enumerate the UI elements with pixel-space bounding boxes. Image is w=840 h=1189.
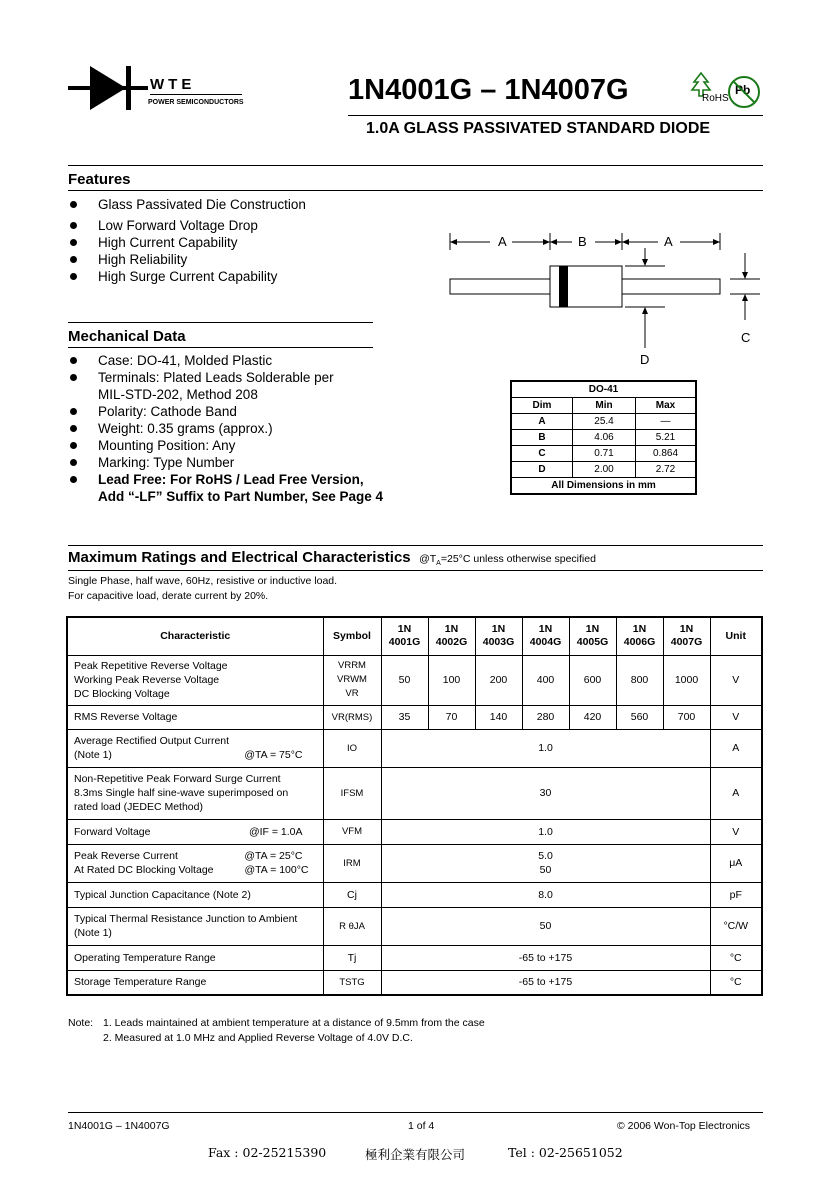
- ratings-top-rule: [68, 545, 763, 546]
- value-cell: 50: [381, 655, 428, 705]
- note-1: 1. Leads maintained at ambient temperature at a distance of 9.5mm from the case: [103, 1017, 485, 1029]
- characteristic-cell: RMS Reverse Voltage: [67, 705, 323, 729]
- value-cell: 50: [381, 907, 710, 945]
- page-subtitle: 1.0A GLASS PASSIVATED STANDARD DIODE: [366, 120, 711, 137]
- table-row: [511, 430, 696, 446]
- table-row: [511, 462, 696, 478]
- logo-subtitle: POWER SEMICONDUCTORS: [148, 99, 244, 106]
- symbol-cell: IO: [323, 729, 381, 767]
- col-header: Dim: [511, 398, 573, 414]
- dimension-table: [510, 380, 697, 495]
- table-row: [67, 705, 762, 729]
- symbol-cell: VR(RMS): [323, 705, 381, 729]
- unit-cell: °C: [710, 970, 762, 995]
- characteristic-cell: Typical Thermal Resistance Junction to Ambient (Note 1): [67, 907, 323, 945]
- company-logo: [68, 63, 248, 113]
- table-row: [67, 844, 762, 882]
- ratings-table: [66, 616, 763, 996]
- cell: A: [511, 414, 573, 430]
- col-header: Min: [573, 398, 636, 414]
- unit-cell: V: [710, 655, 762, 705]
- col-header-part: 1N 4003G: [475, 617, 522, 655]
- cell: D: [511, 462, 573, 478]
- ratings-title: Maximum Ratings and Electrical Characteristics: [68, 549, 411, 566]
- note-2: 2. Measured at 1.0 MHz and Applied Reverse Voltage of 4.0V D.C.: [103, 1032, 413, 1044]
- ratings-note-2: For capacitive load, derate current by 20%.: [68, 590, 269, 602]
- list-item: High Reliability: [68, 251, 306, 268]
- list-item: Case: DO-41, Molded Plastic: [68, 352, 383, 369]
- dim-label-a1: A: [498, 234, 507, 249]
- list-item: Low Forward Voltage Drop: [68, 217, 306, 234]
- cell: B: [511, 430, 573, 446]
- notes-label: Note:: [68, 1017, 94, 1029]
- dim-label-d: D: [640, 352, 650, 367]
- table-row: [67, 882, 762, 907]
- col-header: Max: [636, 398, 697, 414]
- cell: C: [511, 446, 573, 462]
- table-row: [511, 446, 696, 462]
- list-item: Weight: 0.35 grams (approx.): [68, 420, 383, 437]
- contact-company: 極利企業有限公司: [365, 1147, 466, 1162]
- features-bottom-rule: [68, 190, 763, 191]
- features-title: Features: [68, 171, 131, 188]
- cell: —: [636, 414, 697, 430]
- ratings-note-1: Single Phase, half wave, 60Hz, resistive or inductive load.: [68, 575, 338, 587]
- symbol-cell: IRM: [323, 844, 381, 882]
- characteristic-cell: Peak Reverse Current @TA = 25°C At Rated DC Blocking Voltage @TA = 100°C: [67, 844, 323, 882]
- ratings-condition: $@T_A=25^\circ C$ unless otherwise specified: [419, 553, 596, 568]
- col-header-symbol: Symbol: [323, 617, 381, 655]
- unit-cell: μA: [710, 844, 762, 882]
- characteristic-cell: Average Rectified Output Current (Note 1) @TA = 75°C: [67, 729, 323, 767]
- cell: 5.21: [636, 430, 697, 446]
- table-row: [67, 945, 762, 970]
- logo-underline: [150, 94, 242, 95]
- list-item: Mounting Position: Any: [68, 437, 383, 454]
- mechanical-bottom-rule: [68, 347, 373, 348]
- ratings-heading: [68, 549, 596, 567]
- list-item-lead-free-cont: Add “-LF” Suffix to Part Number, See Page 4: [98, 489, 384, 504]
- value-cell: 400: [522, 655, 569, 705]
- characteristic-cell: Forward Voltage @IF = 1.0A: [67, 819, 323, 844]
- symbol-cell: VFM: [323, 819, 381, 844]
- mechanical-title: Mechanical Data: [68, 328, 186, 345]
- characteristic-cell: Operating Temperature Range: [67, 945, 323, 970]
- dim-label-a2: A: [664, 234, 673, 249]
- value-cell: 1.0: [381, 729, 710, 767]
- symbol-cell: TSTG: [323, 970, 381, 995]
- characteristic-cell: Non-Repetitive Peak Forward Surge Current 8.3ms Single half sine-wave superimposed on rated load (JEDEC Method): [67, 767, 323, 819]
- value-cell: 560: [616, 705, 663, 729]
- value-cell: -65 to +175: [381, 970, 710, 995]
- table-row: [67, 970, 762, 995]
- value-cell: 140: [475, 705, 522, 729]
- unit-cell: °C: [710, 945, 762, 970]
- value-cell: 100: [428, 655, 475, 705]
- col-header-part: 1N 4004G: [522, 617, 569, 655]
- value-cell: 70: [428, 705, 475, 729]
- col-header-unit: Unit: [710, 617, 762, 655]
- value-cell: -65 to +175: [381, 945, 710, 970]
- cell: 2.00: [573, 462, 636, 478]
- unit-cell: V: [710, 705, 762, 729]
- value-cell: 5.0 50: [381, 844, 710, 882]
- cathode-band: [559, 266, 568, 307]
- diode-logo-icon: [68, 63, 148, 113]
- pb-label: Pb: [735, 83, 751, 97]
- cell: 0.864: [636, 446, 697, 462]
- unit-cell: V: [710, 819, 762, 844]
- package-outline-diagram: [440, 228, 770, 373]
- col-header-part: 1N 4001G: [381, 617, 428, 655]
- lead-free-badge: [728, 76, 760, 108]
- dimension-table-footer: All Dimensions in mm: [511, 478, 696, 495]
- features-top-rule: [68, 165, 763, 166]
- rohs-badge: [690, 72, 729, 108]
- dim-label-c: C: [741, 330, 751, 345]
- symbol-cell: Cj: [323, 882, 381, 907]
- unit-cell: °C/W: [710, 907, 762, 945]
- col-header-part: 1N 4006G: [616, 617, 663, 655]
- dimension-table-title: DO-41: [511, 381, 696, 398]
- value-cell: 420: [569, 705, 616, 729]
- footer-rule: [68, 1112, 763, 1113]
- unit-cell: A: [710, 729, 762, 767]
- value-cell: 280: [522, 705, 569, 729]
- list-item-continued: [68, 386, 383, 403]
- mechanical-list: [68, 352, 383, 505]
- footer-part-range: 1N4001G – 1N4007G: [68, 1120, 170, 1132]
- symbol-cell: IFSM: [323, 767, 381, 819]
- table-row: [67, 819, 762, 844]
- list-item-lead-free: Lead Free: For RoHS / Lead Free Version,: [68, 471, 383, 488]
- value-cell: 600: [569, 655, 616, 705]
- value-cell: 200: [475, 655, 522, 705]
- contact-tel: Tel : 02-25651052: [508, 1145, 623, 1160]
- cell: 2.72: [636, 462, 697, 478]
- footer-page-number: 1 of 4: [408, 1120, 435, 1132]
- list-item-text: MIL-STD-202, Method 208: [98, 387, 258, 402]
- value-cell: 1.0: [381, 819, 710, 844]
- symbol-cell: Tj: [323, 945, 381, 970]
- value-cell: 30: [381, 767, 710, 819]
- characteristic-cell: Storage Temperature Range: [67, 970, 323, 995]
- contact-fax: Fax : 02-25215390: [208, 1145, 327, 1160]
- value-cell: 8.0: [381, 882, 710, 907]
- unit-cell: A: [710, 767, 762, 819]
- table-row: [511, 414, 696, 430]
- col-header-part: 1N 4002G: [428, 617, 475, 655]
- cell: 0.71: [573, 446, 636, 462]
- list-item: Polarity: Cathode Band: [68, 403, 383, 420]
- ratings-bottom-rule: [68, 570, 763, 571]
- logo-text: WTE: [150, 76, 196, 93]
- value-cell: 800: [616, 655, 663, 705]
- value-cell: 1000: [663, 655, 710, 705]
- value-cell: 700: [663, 705, 710, 729]
- characteristic-cell: Typical Junction Capacitance (Note 2): [67, 882, 323, 907]
- list-item: Terminals: Plated Leads Solderable per: [68, 369, 383, 386]
- col-header-part: 1N 4005G: [569, 617, 616, 655]
- characteristic-cell: Peak Repetitive Reverse Voltage Working Peak Reverse Voltage DC Blocking Voltage: [67, 655, 323, 705]
- symbol-cell: R θJA: [323, 907, 381, 945]
- rohs-label: RoHS: [702, 93, 729, 104]
- cell: 4.06: [573, 430, 636, 446]
- unit-cell: pF: [710, 882, 762, 907]
- list-item: High Surge Current Capability: [68, 268, 306, 285]
- cell: 25.4: [573, 414, 636, 430]
- header-rule: [348, 115, 763, 116]
- list-item: Marking: Type Number: [68, 454, 383, 471]
- features-list: [68, 196, 306, 285]
- col-header-part: 1N 4007G: [663, 617, 710, 655]
- dim-label-b: B: [578, 234, 587, 249]
- mechanical-top-rule: [68, 322, 373, 323]
- table-row: [67, 907, 762, 945]
- list-item: Glass Passivated Die Construction: [68, 196, 306, 213]
- table-row: [67, 767, 762, 819]
- page-title: 1N4001G – 1N4007G: [348, 74, 629, 106]
- table-row: [67, 655, 762, 705]
- footer-copyright: © 2006 Won-Top Electronics: [617, 1120, 751, 1132]
- value-cell: 35: [381, 705, 428, 729]
- symbol-cell: VRRM VRWM VR: [323, 655, 381, 705]
- table-row: [67, 729, 762, 767]
- col-header-characteristic: Characteristic: [67, 617, 323, 655]
- list-item: High Current Capability: [68, 234, 306, 251]
